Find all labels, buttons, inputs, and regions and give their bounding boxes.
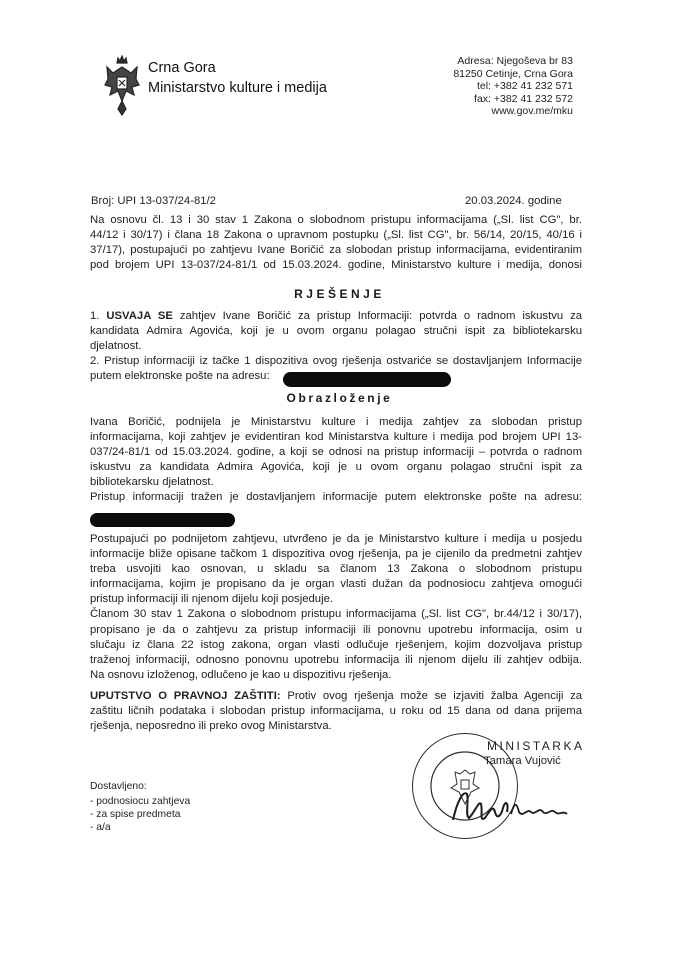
instructions-line: zaštitu ličnih podataka i slobodan pristup informacijama, u roku od 15 dana od dana prijema: [90, 705, 582, 718]
instructions-text: Protiv ovog rješenja može se izjaviti žalba Agenciji za: [287, 690, 583, 702]
handwritten-signature: [445, 782, 595, 832]
reasoning-line: treba usvojiti kao osnovan, u skladu sa članom 13 Zakona o slobodnom pristupu: [90, 563, 582, 576]
address-line: 81250 Cetinje, Crna Gora: [453, 67, 573, 80]
decision-line: putem elektronske pošte na adresu:: [90, 370, 270, 383]
decision-line: djelatnost.: [90, 340, 142, 353]
address-line: Adresa: Njegoševa br 83: [457, 55, 573, 67]
country-name: Crna Gora: [148, 60, 216, 76]
ministry-name: Ministarstvo kulture i medija: [148, 80, 327, 96]
redacted-email: [283, 372, 451, 387]
delivery-item: - a/a: [90, 822, 111, 833]
decision-line: kandidata Admira Agovića, koji je u ovom organu polagao stručni ispit za bibliotekarsku: [90, 325, 582, 338]
instructions-line: rješenja, neposredno ili preko ovog Ministarstva.: [90, 720, 332, 733]
document-date: 20.03.2024. godine: [465, 195, 562, 207]
decision-text: zahtjev Ivane Boričić za pristup Informaciji: potvrda o radnom iskustvu za: [179, 310, 583, 322]
reasoning-line: Na osnovu izloženog, odlučeno je kao u dispozitivu rješenja.: [90, 668, 392, 681]
redacted-email: [90, 513, 235, 527]
reasoning-line: iskustvu za kandidata Admira Agovića, koji je u ovom organu polagao stručni ispit za: [90, 461, 582, 474]
intro-paragraph: [90, 213, 582, 273]
address-block: [453, 55, 573, 118]
reasoning-line: bibliotekarsku djelatnost.: [90, 476, 214, 489]
delivery-block: [90, 780, 190, 834]
reference-number: Broj: UPI 13-037/24-81/2: [91, 195, 216, 207]
reasoning-paragraph-3: [90, 532, 582, 683]
instructions-line: [90, 689, 582, 704]
phone-line: tel: +382 41 232 571: [476, 80, 573, 93]
delivery-label: Dostavljeno:: [90, 781, 147, 792]
reasoning-line: Članom 30 stav 1 Zakona o slobodnom pristupu informacijama („Sl. list CG", br.44/12 i 30/17),: [90, 608, 582, 621]
fax-line: fax: +382 41 232 572: [474, 92, 573, 105]
document-title: RJEŠENJE: [294, 287, 385, 301]
reasoning-line: Pristup informaciji tražen je dostavljanjem informacije putem elektronske pošte na adresu:: [90, 491, 582, 504]
reasoning-line: propisano je da o zahtjevu za pristup informaciji ili ponovnu upotrebu informacija, osim u: [90, 623, 582, 636]
delivery-item: - podnosiocu zahtjeva: [90, 796, 191, 807]
reasoning-line: pristup informaciji ili njenom dijelu koji posjeduje.: [90, 593, 333, 606]
intro-line: Na osnovu čl. 13 i 30 stav 1 Zakona o slobodnom pristupu informacijama („Sl. list CG", br.: [90, 214, 582, 226]
reasoning-paragraph-1: [90, 415, 582, 506]
reasoning-line: traženoj informaciji, odnosno ponovnu upotrebu informacija ili njenom dijelu ili zahtjev odbija.: [90, 653, 582, 666]
reasoning-line: Postupajući po podnijetom zahtjevu, utvrđeno je da je Ministarstvo kulture i medija u posjedu: [90, 533, 582, 545]
signature-title: MINISTARKA: [487, 739, 585, 753]
instructions-heading: UPUTSTVO O PRAVNOJ ZAŠTITI:: [90, 690, 281, 702]
delivery-item: - za spise predmeta: [90, 809, 181, 820]
intro-line: pod brojem UPI 13-037/24-81/1 od 15.03.2024. godine, Ministarstvo kulture i medija, donosi: [90, 259, 582, 272]
decision-verb: USVAJA SE: [106, 310, 173, 322]
reasoning-line: informacijama, kojim je propisano da je organ vlasti dužan da podnosiocu zahtjeva omogući: [90, 578, 582, 591]
reasoning-line: 037/24-81/1 od 15.03.2024. godine, a koji se odnosi na pristup informaciji – potvrda o radnom: [90, 446, 582, 459]
website-line: www.gov.me/mku: [491, 105, 573, 118]
signature-name: Tamara Vujović: [484, 755, 561, 767]
reasoning-title: Obrazloženje: [286, 391, 393, 405]
item-number: 1.: [90, 310, 100, 322]
coat-of-arms-icon: [104, 55, 140, 117]
reasoning-line: slučaju iz člana 22 istog zakona, organ vlasti odlučuje rješenjem, kojim dozvoljava pristup: [90, 638, 582, 651]
intro-line: 37/17), postupajući po zahtjevu Ivane Boričić za slobodan pristup informacijama, evidentiranim: [90, 244, 582, 257]
decision-item-1: [90, 309, 582, 324]
reasoning-line: informacijama, koji zahtjev je evidentiran kod Ministarstva kulture i medija pod brojem UPI 13-: [90, 431, 582, 444]
intro-line: 44/12 i 30/17) i člana 18 Zakona o upravnom postupku („Sl. list CG", br. 56/14, 20/15, 40/16 i: [90, 229, 582, 242]
reasoning-line: informacije bliže opisane tačkom 1 dispozitiva ovog rješenja, pa je cijenilo da predmetni zahtjev: [90, 548, 582, 561]
legal-instructions: [90, 689, 582, 734]
decision-item-2: 2. Pristup informaciji iz tačke 1 dispozitiva ovog rješenja ostvariće se dostavljanjem Informacije: [90, 355, 582, 368]
reasoning-line: Ivana Boričić, podnijela je Ministarstvu kulture i medija zahtjev za slobodan pristup: [90, 416, 582, 428]
